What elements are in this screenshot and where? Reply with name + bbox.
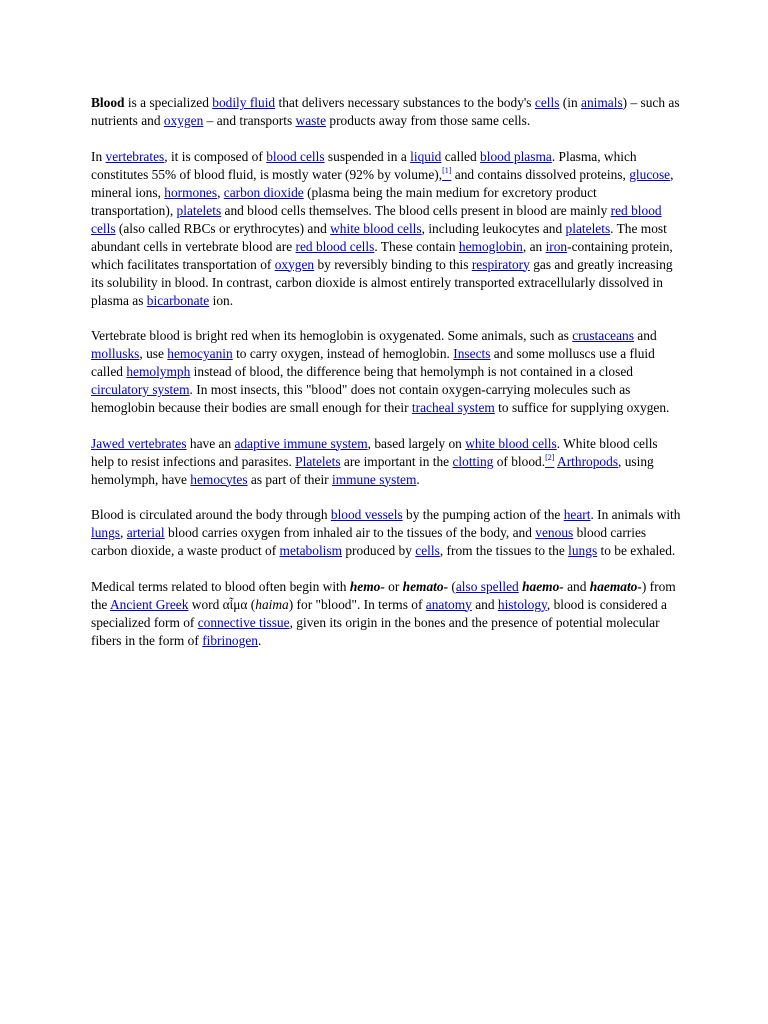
text-run: ) for "blood". In terms of [288, 596, 426, 612]
text-run: -containing protein, which facilitates transportation of [91, 238, 673, 272]
link-white-blood-cells[interactable]: white blood cells [330, 220, 422, 236]
link-also-spelled[interactable]: also spelled [455, 578, 519, 594]
link-waste[interactable]: waste [295, 113, 327, 128]
text-run: , based largely on [367, 435, 466, 451]
link-vertebrates[interactable]: vertebrates [105, 148, 165, 164]
text-run: . [257, 632, 262, 648]
text-run: and [633, 328, 657, 343]
paragraph-terminology [91, 578, 681, 650]
text-run: . Plasma, which constitutes 55% of blood fluid, is mostly water (92% by volume), [91, 148, 637, 182]
text-run: Vertebrate blood is bright red when its hemoglobin is oxygenated. Some animals, such as [91, 328, 573, 343]
link-bicarbonate[interactable]: bicarbonate [146, 292, 210, 308]
link-fibrinogen[interactable]: fibrinogen [202, 632, 258, 648]
link-lungs[interactable]: lungs [568, 543, 598, 558]
text-run: word αἷμα ( [188, 596, 256, 612]
text-run: , using hemolymph, have [91, 453, 654, 487]
link-histology[interactable]: histology [497, 596, 547, 612]
text-run: by the pumping action of the [402, 507, 564, 522]
text-run: suspended in a [324, 148, 411, 164]
text-run: is a specialized [124, 95, 213, 110]
text-run: produced by [342, 543, 416, 558]
link-mollusks[interactable]: mollusks [91, 346, 140, 361]
text-run: , mineral ions, [91, 166, 674, 200]
text-run: have an [186, 435, 235, 451]
text-run: (also called RBCs or erythrocytes) and [115, 220, 331, 236]
link-hemocytes[interactable]: hemocytes [190, 471, 248, 487]
link-blood-plasma[interactable]: blood plasma [480, 148, 552, 164]
text-run: (plasma being the main medium for excretory product transportation), [91, 184, 597, 218]
article-body [91, 94, 681, 667]
link-cells[interactable]: cells [534, 95, 560, 110]
text-run: as part of their [247, 471, 332, 487]
emphasis-text: Blood [91, 95, 125, 110]
link-white-blood-cells[interactable]: white blood cells [465, 435, 557, 451]
text-run: or [384, 578, 403, 594]
text-run: , including leukocytes and [421, 220, 566, 236]
link-arterial[interactable]: arterial [126, 525, 165, 540]
text-run: and [563, 578, 590, 594]
paragraph-coloration [91, 327, 681, 417]
text-run: In [91, 148, 106, 164]
text-run: and blood cells themselves. The blood cells present in blood are mainly [221, 202, 611, 218]
link-heart[interactable]: heart [563, 507, 591, 522]
link-blood-vessels[interactable]: blood vessels [330, 507, 403, 522]
text-run: , [120, 525, 127, 540]
text-run: , use [139, 346, 168, 361]
text-run: ) from the [91, 578, 676, 612]
paragraph-intro [91, 94, 681, 130]
text-run: ) – such as nutrients and [91, 95, 680, 128]
text-run: (in [559, 95, 581, 110]
link-venous[interactable]: venous [535, 525, 574, 540]
text-run: blood carries carbon dioxide, a waste product of [91, 525, 647, 558]
link-animals[interactable]: animals [581, 95, 623, 110]
text-run: , from the tissues to the [439, 543, 569, 558]
paragraph-circulation [91, 506, 681, 560]
text-run: instead of blood, the difference being that hemolymph is not contained in a closed [190, 364, 633, 379]
text-run: of blood. [493, 453, 546, 469]
emphasis-text: hemato- [402, 578, 449, 594]
link-connective-tissue[interactable]: connective tissue [197, 614, 290, 630]
text-run: are important in the [340, 453, 453, 469]
link-red-blood-cells[interactable]: red blood cells [91, 202, 662, 236]
text-run: to be exhaled. [597, 543, 676, 558]
link-clotting[interactable]: clotting [452, 453, 494, 469]
text-run: and some molluscs use a fluid called [91, 346, 655, 379]
link-oxygen[interactable]: oxygen [163, 113, 204, 128]
link-glucose[interactable]: glucose [629, 166, 671, 182]
text-run: and contains dissolved proteins, [451, 166, 630, 182]
text-run: , given its origin in the bones and the presence of potential molecular fibers in the form of [91, 614, 660, 648]
text-run: ( [448, 578, 456, 594]
text-run: , it is composed of [164, 148, 267, 164]
link-hormones[interactable]: hormones [164, 184, 218, 200]
link-circulatory-system[interactable]: circulatory system [91, 382, 190, 397]
link-liquid[interactable]: liquid [410, 148, 442, 164]
text-run: . In most insects, this "blood" does not contain oxygen-carrying molecules such as hemoglobin because their bodies are small enough for their [91, 382, 631, 415]
text-run: products away from those same cells. [326, 113, 531, 128]
text-run: . [416, 471, 420, 487]
text-run: that delivers necessary substances to the body's [275, 95, 535, 110]
link-respiratory[interactable]: respiratory [471, 256, 530, 272]
text-run: to suffice for supplying oxygen. [494, 400, 670, 415]
emphasis-text: haemo- [522, 578, 564, 594]
link-bodily-fluid[interactable]: bodily fluid [212, 95, 276, 110]
link-immune-system[interactable]: immune system [331, 471, 417, 487]
text-run: and [471, 596, 498, 612]
link-hemolymph[interactable]: hemolymph [126, 364, 191, 379]
link-metabolism[interactable]: metabolism [279, 543, 343, 558]
link-lungs[interactable]: lungs [91, 525, 121, 540]
link-platelets[interactable]: Platelets [295, 453, 341, 469]
text-run: blood carries oxygen from inhaled air to the tissues of the body, and [164, 525, 536, 540]
text-run: . The most abundant cells in vertebrate blood are [91, 220, 667, 254]
link-cells[interactable]: cells [415, 543, 440, 558]
link-jawed-vertebrates[interactable]: Jawed vertebrates [91, 435, 187, 451]
link-ancient-greek[interactable]: Ancient Greek [109, 596, 189, 612]
link-carbon-dioxide[interactable]: carbon dioxide [223, 184, 304, 200]
emphasis-text: haima [255, 596, 289, 612]
text-run: , an [522, 238, 546, 254]
link-arthropods[interactable]: Arthropods [557, 453, 619, 469]
emphasis-text: hemo- [349, 578, 385, 594]
text-run: . White blood cells help to resist infections and parasites. [91, 435, 658, 469]
link-tracheal-system[interactable]: tracheal system [411, 400, 495, 415]
citation-superscript: [2] [545, 452, 555, 462]
text-run: by reversibly binding to this [314, 256, 472, 272]
text-run: , [217, 184, 224, 200]
link-hemocyanin[interactable]: hemocyanin [167, 346, 233, 361]
link-adaptive-immune-system[interactable]: adaptive immune system [234, 435, 368, 451]
text-run: . In animals with [590, 507, 681, 522]
link-crustaceans[interactable]: crustaceans [572, 328, 634, 343]
link-iron[interactable]: iron [545, 238, 568, 254]
emphasis-text: haemato- [589, 578, 642, 594]
link-blood-cells[interactable]: blood cells [266, 148, 325, 164]
text-run: , blood is considered a specialized form of [91, 596, 667, 630]
paragraph-composition [91, 148, 681, 310]
text-run: Blood is circulated around the body through [91, 507, 331, 522]
text-run: – and transports [203, 113, 296, 128]
link-hemoglobin[interactable]: hemoglobin [458, 238, 523, 254]
link-red-blood-cells[interactable]: red blood cells [295, 238, 375, 254]
text-run: called [441, 148, 481, 164]
link-anatomy[interactable]: anatomy [425, 596, 472, 612]
text-run: Medical terms related to blood often begin with [91, 578, 350, 594]
link-oxygen[interactable]: oxygen [274, 256, 315, 272]
paragraph-immune [91, 435, 681, 489]
citation-superscript: [1] [442, 165, 452, 175]
text-run: . These contain [374, 238, 459, 254]
text-run: ion. [209, 292, 234, 308]
link-platelets[interactable]: platelets [176, 202, 222, 218]
link-platelets[interactable]: platelets [565, 220, 611, 236]
link-insects[interactable]: Insects [453, 346, 491, 361]
text-run: to carry oxygen, instead of hemoglobin. [232, 346, 454, 361]
text-run: gas and greatly increasing its solubility in blood. In contrast, carbon dioxide is almost entirely transported extracellularly dissolved in plasma as [91, 256, 673, 308]
